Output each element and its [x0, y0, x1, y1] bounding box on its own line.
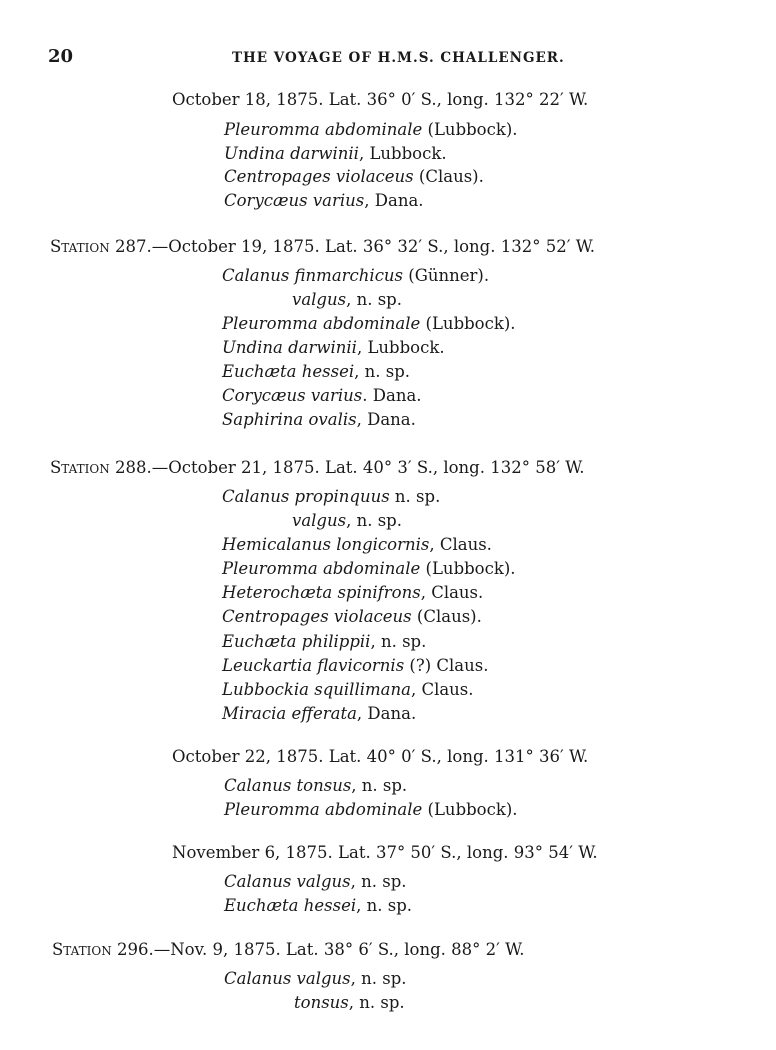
species-line: Pleuromma abdominale (Lubbock). [224, 800, 518, 819]
species-line: Euchæta philippii, n. sp. [222, 632, 427, 651]
species-line: Pleuromma abdominale (Lubbock). [222, 559, 516, 578]
station-heading: Station 287.—October 19, 1875. Lat. 36° 32′ S., long. 132° 52′ W. [50, 237, 596, 256]
station-label: Station 296. [52, 940, 154, 959]
species-line: Calanus finmarchicus (Günner). [222, 266, 490, 285]
species-line: Saphirina ovalis, Dana. [222, 410, 416, 429]
species-line: Heterochæta spinifrons, Claus. [222, 583, 484, 602]
entry-date-line: November 6, 1875. Lat. 37° 50′ S., long. 93° 54′ W. [172, 843, 598, 862]
species-line: Centropages violaceus (Claus). [224, 167, 484, 186]
species-line: Pleuromma abdominale (Lubbock). [222, 314, 516, 333]
species-line: Undina darwinii, Lubbock. [224, 144, 447, 163]
species-line: Calanus valgus, n. sp. [224, 872, 407, 891]
page-number: 20 [48, 46, 74, 67]
species-line: valgus, n. sp. [292, 511, 402, 530]
species-line: tonsus, n. sp. [294, 993, 405, 1012]
entry-date-line: October 18, 1875. Lat. 36° 0′ S., long. 132° 22′ W. [172, 90, 589, 109]
species-line: Hemicalanus longicornis, Claus. [222, 535, 492, 554]
page-header [0, 46, 776, 70]
station-label: Station 287. [50, 237, 152, 256]
station-heading: Station 296.—Nov. 9, 1875. Lat. 38° 6′ S., long. 88° 2′ W. [52, 940, 525, 959]
entry-date-line: October 22, 1875. Lat. 40° 0′ S., long. 131° 36′ W. [172, 747, 589, 766]
species-line: Lubbockia squillimana, Claus. [222, 680, 474, 699]
species-line: Pleuromma abdominale (Lubbock). [224, 120, 518, 139]
species-line: Calanus tonsus, n. sp. [224, 776, 408, 795]
species-line: Calanus valgus, n. sp. [224, 969, 407, 988]
station-heading: Station 288.—October 21, 1875. Lat. 40° 3′ S., long. 132° 58′ W. [50, 458, 585, 477]
species-line: Calanus propinquus n. sp. [222, 487, 441, 506]
species-line: valgus, n. sp. [292, 290, 402, 309]
species-line: Corycæus varius, Dana. [224, 191, 424, 210]
station-label: Station 288. [50, 458, 152, 477]
species-line: Leuckartia flavicornis (?) Claus. [222, 656, 489, 675]
species-line: Centropages violaceus (Claus). [222, 607, 482, 626]
species-line: Corycæus varius. Dana. [222, 386, 422, 405]
species-line: Euchæta hessei, n. sp. [222, 362, 411, 381]
species-line: Undina darwinii, Lubbock. [222, 338, 445, 357]
species-line: Euchæta hessei, n. sp. [224, 896, 413, 915]
running-title: THE VOYAGE OF H.M.S. CHALLENGER. [232, 50, 565, 66]
species-line: Miracia efferata, Dana. [222, 704, 417, 723]
